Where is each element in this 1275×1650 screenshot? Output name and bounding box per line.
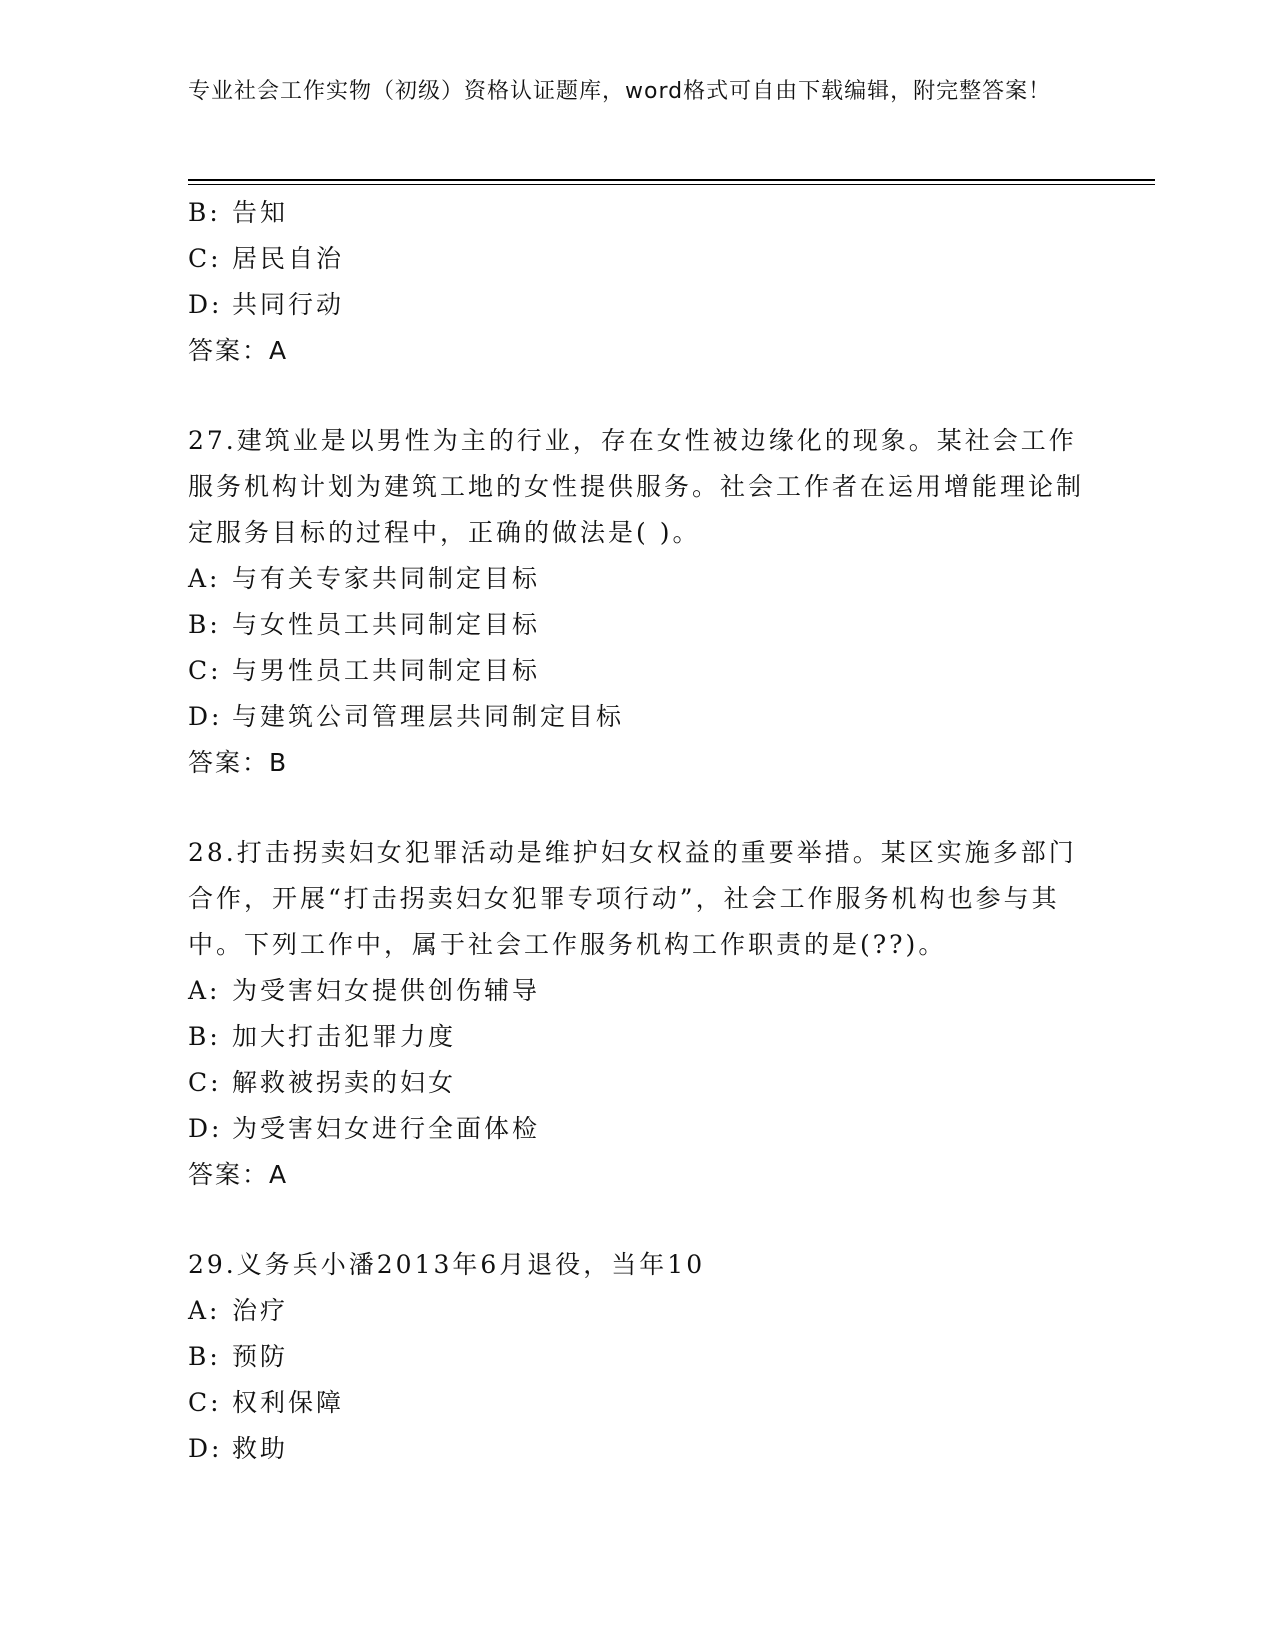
option-letter: C: xyxy=(188,244,222,273)
option-c xyxy=(188,1060,1088,1106)
option-text: 为受害妇女提供创伤辅导 xyxy=(232,976,541,1005)
option-d xyxy=(188,694,1088,740)
option-text: 告知 xyxy=(232,198,289,227)
spacer xyxy=(188,374,1088,418)
question-26-tail xyxy=(188,190,1088,374)
header-rule-thick xyxy=(188,179,1155,181)
option-letter: A: xyxy=(188,1296,221,1325)
question-27 xyxy=(188,418,1088,786)
option-letter: C: xyxy=(188,1388,222,1417)
option-d xyxy=(188,282,1088,328)
option-letter: D: xyxy=(188,290,223,319)
option-letter: D: xyxy=(188,1114,223,1143)
option-letter: B: xyxy=(188,610,221,639)
option-c xyxy=(188,1380,1088,1426)
option-text: 与有关专家共同制定目标 xyxy=(232,564,541,593)
option-letter: B: xyxy=(188,198,221,227)
option-letter: C: xyxy=(188,1068,222,1097)
option-c xyxy=(188,648,1088,694)
option-text: 解救被拐卖的妇女 xyxy=(232,1068,457,1097)
option-text: 居民自治 xyxy=(232,244,345,273)
option-b xyxy=(188,190,1088,236)
option-text: 与建筑公司管理层共同制定目标 xyxy=(232,702,625,731)
option-b xyxy=(188,602,1088,648)
option-a xyxy=(188,1288,1088,1334)
page-header: 专业社会工作实物（初级）资格认证题库，word格式可自由下载编辑，附完整答案！ xyxy=(188,79,1052,104)
option-text: 共同行动 xyxy=(232,290,345,319)
option-text: 权利保障 xyxy=(232,1388,345,1417)
header-rule-thin xyxy=(188,184,1155,185)
spacer xyxy=(188,1198,1088,1242)
option-c xyxy=(188,236,1088,282)
question-text: 28.打击拐卖妇女犯罪活动是维护妇女权益的重要举措。某区实施多部门合作，开展“打击拐卖妇女犯罪专项行动”，社会工作服务机构也参与其中。下列工作中，属于社会工作服务机构工作职责的是(??)。 xyxy=(188,838,1077,959)
question-28 xyxy=(188,830,1088,1198)
option-d xyxy=(188,1426,1088,1472)
option-a xyxy=(188,556,1088,602)
option-letter: D: xyxy=(188,702,223,731)
option-a xyxy=(188,968,1088,1014)
question-content xyxy=(188,190,1088,1472)
option-text: 与男性员工共同制定目标 xyxy=(232,656,541,685)
option-text: 救助 xyxy=(232,1434,289,1463)
option-letter: B: xyxy=(188,1342,221,1371)
option-letter: A: xyxy=(188,564,221,593)
option-letter: D: xyxy=(188,1434,223,1463)
option-letter: C: xyxy=(188,656,222,685)
option-text: 治疗 xyxy=(232,1296,289,1325)
option-text: 加大打击犯罪力度 xyxy=(232,1022,457,1051)
question-29 xyxy=(188,1242,1088,1472)
option-letter: B: xyxy=(188,1022,221,1051)
spacer xyxy=(188,786,1088,830)
option-b xyxy=(188,1334,1088,1380)
question-text: 27.建筑业是以男性为主的行业，存在女性被边缘化的现象。某社会工作服务机构计划为建筑工地的女性提供服务。社会工作者在运用增能理论制定服务目标的过程中，正确的做法是( )。 xyxy=(188,426,1085,547)
option-b xyxy=(188,1014,1088,1060)
answer-line: 答案：A xyxy=(188,336,289,365)
question-text: 29.义务兵小潘2013年6月退役，当年10 xyxy=(188,1250,706,1279)
option-letter: A: xyxy=(188,976,221,1005)
answer-line: 答案：A xyxy=(188,1160,289,1189)
option-text: 为受害妇女进行全面体检 xyxy=(232,1114,541,1143)
option-d xyxy=(188,1106,1088,1152)
answer-line: 答案：B xyxy=(188,748,289,777)
option-text: 预防 xyxy=(232,1342,289,1371)
option-text: 与女性员工共同制定目标 xyxy=(232,610,541,639)
